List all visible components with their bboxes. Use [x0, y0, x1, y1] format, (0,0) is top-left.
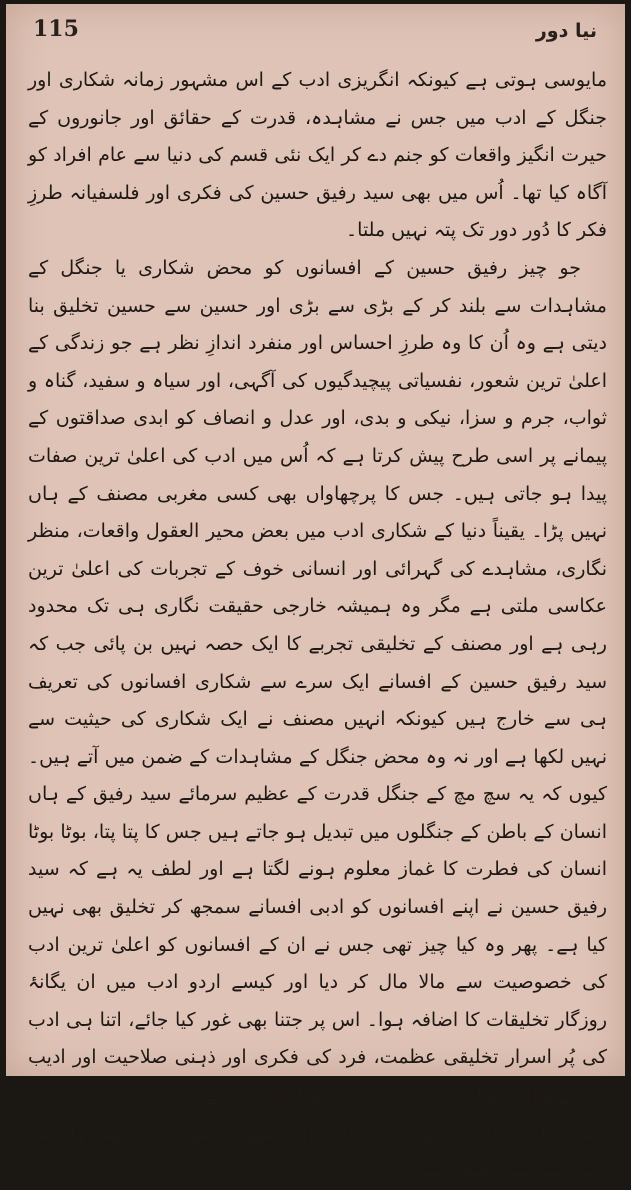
paragraph	[28, 250, 607, 1115]
body-text	[28, 62, 607, 1190]
paragraph: مایوسی ہوتی ہے کیونکہ انگریزی ادب کے اس مشہور زمانہ شکاری اور جنگل کے ادب میں جس نے مشاہدہ، قدرت کے حقائق اور جانوروں کے حیرت انگیز واقعات کو جنم دے کر ایک نئی قسم کی دنیا سے عام افراد کو آگاہ کیا تھا۔ اُس میں بھی سید رفیق حسین کی فکری اور فلسفیانہ طرزِ فکر کا دُور دور تک پتہ نہیں ملتا۔	[28, 69, 607, 242]
paragraph: حسن کا اجتماعی شعور کی درانتی اور ہتھوڑے سے دُور کا بھی واسطہ نہیں ہے سید رفیق حسین	[28, 1121, 607, 1182]
page-number: 115	[33, 16, 79, 42]
page-header	[6, 4, 625, 64]
paragraph-text: جو چیز رفیق حسین کے افسانوں کو محض شکاری یا جنگل کے مشاہدات سے بلند کر کے بڑی سے بڑی اور حسین سے حسین تخلیق بنا دیتی ہے وہ اُن کا وہ طرزِ احساس اور منفرد اندازِ نظر ہے جو زندگی کے اعلیٰ ترین شعور، نفسیاتی پیچیدگیوں کی آگہی، اور سیاہ و سفید، گناہ و ثواب، جرم و سزا، نیکی و بدی، اور عدل و انصاف کو ابدی صداقتوں کے پیمانے پر اسی طرح پیش کرتا ہے کہ اُس میں ادب کی اعلیٰ ترین صفات پیدا ہو جاتی ہیں۔ جس کا پرچھاواں بھی کسی مغربی مصنف کے ہاں نہیں پڑا۔ یقیناً دنیا کے شکاری ادب میں بعض محیر العقول واقعات، منظر نگاری، مشاہدے کی گہرائی اور انسانی خوف کے تجربات کی اعلیٰ ترین عکاسی ملتی ہے مگر وہ ہمیشہ خارجی حقیقت نگاری ہی تک محدود رہی ہے اور مصنف کے تخلیقی تجربے کا ایک حصہ نہیں بن پائی جب کہ سید رفیق حسین کے افسانے ایک سرے سے شکاری افسانوں کی تعریف ہی سے خارج ہیں کیونکہ انہیں مصنف نے ایک شکاری کی حیثیت سے نہیں لکھا ہے اور نہ وہ محض جنگل کے مشاہدات کے ضمن میں آتے ہیں۔ کیوں کہ یہ سچ مچ کے جنگل قدرت کے عظیم سرمائے سید رفیق کے ہاں انسان کے باطن کے جنگلوں میں تبدیل ہو جاتے ہیں جس کا پتا پتا، بوٹا بوٹا انسان کی فطرت کا غماز معلوم ہونے لگتا ہے اور لطف یہ ہے کہ سید رفیق حسین نے اپنے افسانوں کو ادبی افسانے سمجھ کر تخلیق بھی نہیں کیا ہے۔ پھر وہ کیا چیز تھی جس نے ان کے افسانوں کو اعلیٰ ترین ادب کی خصوصیت سے مالا مال کر دیا اور کیسے اردو ادب میں ان یگانۂ روزگار تخلیقات کا اضافہ ہوا۔ اس پر جتنا بھی غور کیا جائے، اتنا ہی ادب کی پُر اسرار تخلیقی عظمت، فرد کی فکری اور ذہنی صلاحیت اور ادیب کی بے مثال انفرادیت کا نقش گہرا ہوتا چلا جاتا ہے۔	[28, 256, 607, 1107]
running-title: نیا دور	[535, 20, 597, 42]
book-page	[6, 4, 625, 1182]
